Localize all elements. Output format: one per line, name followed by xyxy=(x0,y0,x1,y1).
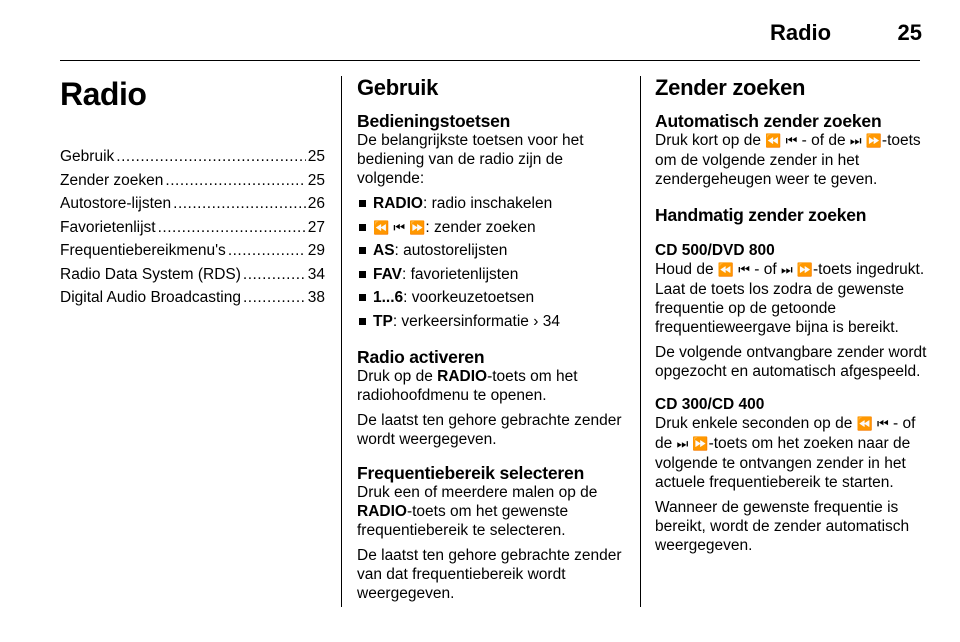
band-text-2: De laatst ten gehore gebrachte zender van dat frequentiebereik wordt weergegeven. xyxy=(357,547,622,602)
cd300-text-1: Druk enkele seconden op de ⏪ ⏮ - of de ⏭ ⏩-toets om het zoeken naar de volgende te ontvangen zender in het actuele frequentiebereik te starten. xyxy=(655,415,916,491)
section-heading-gebruik: Gebruik xyxy=(357,75,439,100)
bullet-icon xyxy=(359,294,366,301)
toc-item[interactable]: Gebruik ..... 25 xyxy=(60,147,325,171)
subheading-manual-search: Handmatig zender zoeken xyxy=(655,205,867,225)
chapter-title: Radio xyxy=(60,76,147,112)
toc-item[interactable]: Radio Data System (RDS) ..... 34 xyxy=(60,265,325,289)
toc-item[interactable]: Digital Audio Broadcasting ..... 38 xyxy=(60,288,325,312)
bullet-icon xyxy=(359,200,366,207)
toc-item[interactable]: Zender zoeken ..... 25 xyxy=(60,171,325,195)
column-divider-2 xyxy=(640,76,641,607)
bullet-icon xyxy=(359,247,366,254)
controls-intro: De belangrijkste toetsen voor het bediening van de radio zijn de volgende: xyxy=(357,132,584,187)
seek-back-icons: ⏪ ⏮ xyxy=(856,417,889,432)
column-divider-1 xyxy=(341,76,342,607)
auto-search-text: Druk kort op de ⏪ ⏮ - of de ⏭ ⏩-toets om de volgende zender in het zendergeheugen weer te geven. xyxy=(655,132,921,188)
seek-back-icons: ⏪ ⏮ xyxy=(717,263,750,278)
list-item: FAV: favorietenlijsten xyxy=(357,265,624,289)
seek-back-icons: ⏪ ⏮ xyxy=(765,134,798,149)
band-text-1: Druk een of meerdere malen op de RADIO-toets om het gewenste frequentiebereik te selecteren. xyxy=(357,484,598,539)
header-rule xyxy=(60,60,920,61)
subheading-controls: Bedieningstoetsen xyxy=(357,111,511,131)
toc-item[interactable]: Autostore-lijsten ..... 26 xyxy=(60,194,325,218)
bullet-icon xyxy=(359,271,366,278)
page-reference[interactable]: 34 xyxy=(542,312,560,330)
column-gebruik xyxy=(357,72,624,609)
subheading-band: Frequentiebereik selecteren xyxy=(357,463,585,483)
bullet-icon xyxy=(359,318,366,325)
page-header-title: Radio xyxy=(770,20,832,45)
activate-text-2: De laatst ten gehore gebrachte zender wordt weergegeven. xyxy=(357,412,622,448)
seek-icons: ⏪ ⏮ ⏩ xyxy=(373,220,426,236)
toc-item[interactable]: Frequentiebereikmenu's ..... 29 xyxy=(60,241,325,265)
subheading-auto-search: Automatisch zender zoeken xyxy=(655,111,882,131)
cd500-text-2: De volgende ontvangbare zender wordt opgezocht en automatisch afgespeeld. xyxy=(655,344,927,380)
list-item: TP: verkeersinformatie › 34 xyxy=(357,312,624,336)
seek-forward-icons: ⏭ ⏩ xyxy=(676,437,709,452)
subheading-cd300: CD 300/CD 400 xyxy=(655,396,765,413)
table-of-contents xyxy=(60,147,325,312)
subheading-cd500: CD 500/DVD 800 xyxy=(655,242,775,259)
controls-list xyxy=(357,194,624,335)
list-item: 1...6: voorkeuzetoetsen xyxy=(357,288,624,312)
section-heading-zender-zoeken: Zender zoeken xyxy=(655,75,806,100)
page-reference-arrow-icon: › xyxy=(533,312,539,330)
seek-forward-icons: ⏭ ⏩ xyxy=(780,263,813,278)
subheading-activate: Radio activeren xyxy=(357,347,485,367)
page-number: 25 xyxy=(897,20,922,45)
bullet-icon xyxy=(359,224,366,231)
seek-forward-icons: ⏭ ⏩ xyxy=(849,134,882,149)
cd500-text-1: Houd de ⏪ ⏮ - of ⏭ ⏩-toets ingedrukt. Laat de toets los zodra de gewenste frequentie op de getoonde frequentieweergave bijna is bereikt. xyxy=(655,261,925,336)
activate-text-1: Druk op de RADIO-toets om het radiohoofdmenu te openen. xyxy=(357,368,578,404)
list-item: ⏪ ⏮ ⏩: zender zoeken xyxy=(357,218,624,242)
toc-item[interactable]: Favorietenlijst ..... 27 xyxy=(60,218,325,242)
cd300-text-2: Wanneer de gewenste frequentie is bereikt, wordt de zender automatisch weergegeven. xyxy=(655,499,910,554)
column-zender-zoeken xyxy=(655,72,927,561)
list-item: AS: autostorelijsten xyxy=(357,241,624,265)
list-item: RADIO: radio inschakelen xyxy=(357,194,624,218)
column-toc xyxy=(60,72,325,312)
